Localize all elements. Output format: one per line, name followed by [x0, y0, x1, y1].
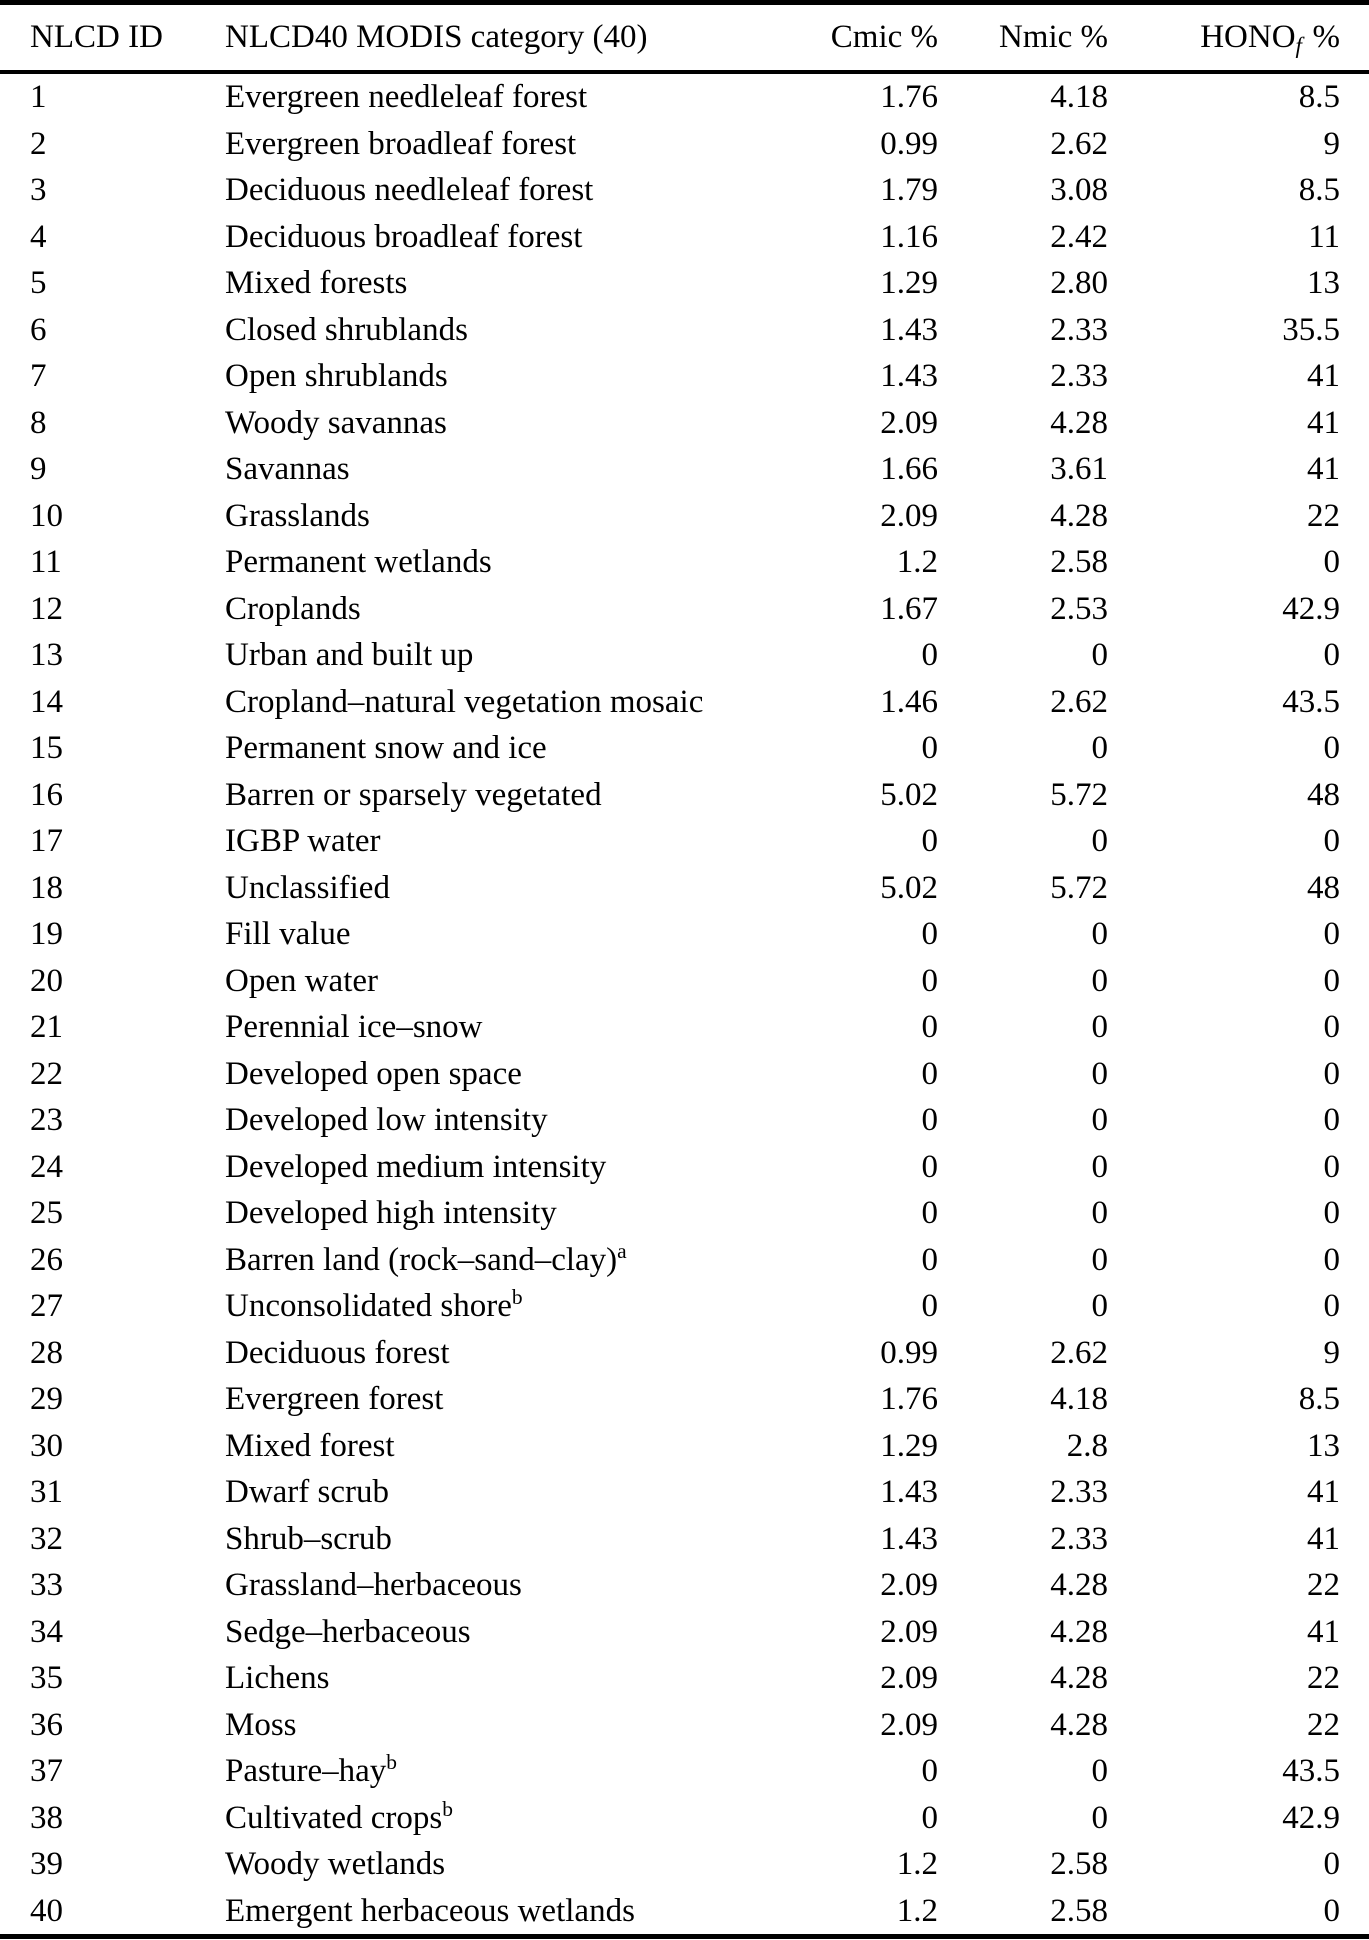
col-header-honof	[1108, 3, 1369, 73]
cell-category: Permanent snow and ice	[225, 730, 547, 767]
cell-nlcd-id: 39	[30, 1846, 63, 1883]
cell-nlcd-id: 12	[30, 590, 63, 627]
table-row	[0, 632, 1369, 679]
cell-nmic: 2.62	[1050, 1334, 1108, 1371]
cell-honof: 9	[1323, 125, 1340, 162]
col-header-cmic: Cmic %	[765, 3, 938, 73]
cell-honof: 43.5	[1282, 1753, 1340, 1790]
cell-nmic: 4.28	[1050, 497, 1108, 534]
cell-nlcd-id: 6	[30, 311, 47, 348]
cell-nmic: 0	[1091, 1753, 1108, 1790]
cell-cmic: 1.43	[880, 311, 938, 348]
cell-nmic: 2.62	[1050, 683, 1108, 720]
cell-honof: 13	[1307, 1427, 1340, 1464]
cell-nlcd-id: 30	[30, 1427, 63, 1464]
cell-cmic: 0	[921, 823, 938, 860]
cell-nmic: 0	[1091, 730, 1108, 767]
cell-nlcd-id: 32	[30, 1520, 63, 1557]
cell-honof: 0	[1323, 823, 1340, 860]
cell-cmic: 1.43	[880, 358, 938, 395]
cell-nlcd-id: 16	[30, 776, 63, 813]
cell-nlcd-id: 35	[30, 1660, 63, 1697]
honof-subscript-f: f	[1295, 32, 1302, 59]
col-header-nmic: Nmic %	[938, 3, 1108, 73]
cell-nmic: 2.62	[1050, 125, 1108, 162]
cell-nlcd-id: 2	[30, 125, 47, 162]
footnote-marker: b	[511, 1285, 523, 1310]
table-row	[0, 493, 1369, 540]
cell-honof: 41	[1307, 1474, 1340, 1511]
cell-nlcd-id: 8	[30, 404, 47, 441]
cell-honof: 13	[1307, 265, 1340, 302]
cell-category: Lichens	[225, 1660, 330, 1697]
cell-nmic: 4.28	[1050, 1706, 1108, 1743]
table-body	[0, 72, 1369, 1937]
cell-honof: 22	[1307, 1660, 1340, 1697]
cell-category: Deciduous broadleaf forest	[225, 218, 583, 255]
cell-nmic: 4.18	[1050, 79, 1108, 116]
table-row	[0, 260, 1369, 307]
cell-honof: 0	[1323, 1288, 1340, 1325]
cell-category: Evergreen forest	[225, 1381, 444, 1418]
cell-cmic: 1.46	[880, 683, 938, 720]
cell-cmic: 0	[921, 916, 938, 953]
cell-nmic: 0	[1091, 1148, 1108, 1185]
table-row	[0, 1748, 1369, 1795]
cell-cmic: 1.66	[880, 451, 938, 488]
cell-category: Unconsolidated shore$^b$	[225, 1285, 523, 1325]
cell-cmic: 0	[921, 1148, 938, 1185]
cell-nlcd-id: 37	[30, 1753, 63, 1790]
table-row	[0, 1097, 1369, 1144]
cell-nlcd-id: 13	[30, 637, 63, 674]
cell-honof: 48	[1307, 776, 1340, 813]
cell-cmic: 0.99	[880, 1334, 938, 1371]
table-row	[0, 1795, 1369, 1842]
cell-honof: 0	[1323, 1195, 1340, 1232]
cell-cmic: 0	[921, 1799, 938, 1836]
cell-cmic: 1.76	[880, 1381, 938, 1418]
cell-cmic: 0	[921, 730, 938, 767]
cell-cmic: 0	[921, 1241, 938, 1278]
cell-nmic: 3.08	[1050, 172, 1108, 209]
cell-honof: 0	[1323, 730, 1340, 767]
cell-nmic: 2.80	[1050, 265, 1108, 302]
cell-category: Barren land (rock–sand–clay)$^a$	[225, 1238, 627, 1278]
cell-category: Grassland–herbaceous	[225, 1567, 522, 1604]
table-row	[0, 121, 1369, 168]
table-row	[0, 1190, 1369, 1237]
cell-nlcd-id: 4	[30, 218, 47, 255]
table-row	[0, 679, 1369, 726]
cell-nlcd-id: 5	[30, 265, 47, 302]
cell-category: Unclassified	[225, 869, 390, 906]
table-row	[0, 725, 1369, 772]
cell-nlcd-id: 33	[30, 1567, 63, 1604]
table-row	[0, 353, 1369, 400]
cell-category: Evergreen needleleaf forest	[225, 79, 588, 116]
cell-cmic: 2.09	[880, 1567, 938, 1604]
table-row	[0, 72, 1369, 121]
cell-nlcd-id: 19	[30, 916, 63, 953]
cell-nmic: 3.61	[1050, 451, 1108, 488]
cell-category: Mixed forests	[225, 265, 408, 302]
cell-cmic: 0	[921, 962, 938, 999]
cell-cmic: 2.09	[880, 1613, 938, 1650]
cell-cmic: 1.29	[880, 265, 938, 302]
cell-category: Moss	[225, 1706, 297, 1743]
cell-honof: 0	[1323, 916, 1340, 953]
col-header-category: NLCD40 MODIS category (40)	[225, 3, 765, 73]
cell-nmic: 4.28	[1050, 1660, 1108, 1697]
cell-nlcd-id: 18	[30, 869, 63, 906]
cell-honof: 0	[1323, 1892, 1340, 1929]
cell-category: IGBP water	[225, 823, 381, 860]
cell-nmic: 0	[1091, 962, 1108, 999]
table-row	[0, 818, 1369, 865]
cell-nlcd-id: 25	[30, 1195, 63, 1232]
cell-cmic: 1.16	[880, 218, 938, 255]
cell-honof: 11	[1308, 218, 1340, 255]
cell-category: Developed high intensity	[225, 1195, 557, 1232]
cell-nlcd-id: 24	[30, 1148, 63, 1185]
cell-nlcd-id: 9	[30, 451, 47, 488]
cell-category: Woody wetlands	[225, 1846, 446, 1883]
cell-cmic: 1.2	[896, 1846, 938, 1883]
cell-honof: 9	[1323, 1334, 1340, 1371]
cell-category: Perennial ice–snow	[225, 1009, 483, 1046]
cell-category: Cultivated crops$^b$	[225, 1796, 453, 1836]
cell-honof: 22	[1307, 1706, 1340, 1743]
cell-category: Sedge–herbaceous	[225, 1613, 471, 1650]
cell-cmic: 0	[921, 1195, 938, 1232]
table-row	[0, 1516, 1369, 1563]
cell-nmic: 2.33	[1050, 1520, 1108, 1557]
cell-honof: 0	[1323, 637, 1340, 674]
cell-nlcd-id: 22	[30, 1055, 63, 1092]
cell-category: Grasslands	[225, 497, 370, 534]
cell-cmic: 1.43	[880, 1520, 938, 1557]
cell-nlcd-id: 36	[30, 1706, 63, 1743]
table-row	[0, 1562, 1369, 1609]
footnote-marker: b	[386, 1750, 398, 1775]
cell-nmic: 0	[1091, 637, 1108, 674]
table-row	[0, 1004, 1369, 1051]
cell-cmic: 1.79	[880, 172, 938, 209]
table-row	[0, 1376, 1369, 1423]
cell-cmic: 5.02	[880, 776, 938, 813]
cell-category: Shrub–scrub	[225, 1520, 392, 1557]
cell-honof: 8.5	[1298, 79, 1340, 116]
table-row	[0, 400, 1369, 447]
cell-nmic: 0	[1091, 1009, 1108, 1046]
cell-category: Developed medium intensity	[225, 1148, 607, 1185]
cell-nmic: 4.28	[1050, 1613, 1108, 1650]
cell-category: Woody savannas	[225, 404, 447, 441]
cell-nmic: 2.33	[1050, 358, 1108, 395]
cell-cmic: 0	[921, 1753, 938, 1790]
cell-category: Open water	[225, 962, 379, 999]
cell-cmic: 0	[921, 1055, 938, 1092]
col-header-nlcd-id: NLCD ID	[0, 3, 225, 73]
cell-nmic: 0	[1091, 1102, 1108, 1139]
table-row	[0, 1423, 1369, 1470]
cell-nlcd-id: 1	[30, 79, 47, 116]
table-row	[0, 865, 1369, 912]
cell-honof: 0	[1323, 1102, 1340, 1139]
cell-category: Fill value	[225, 916, 351, 953]
cell-nmic: 2.53	[1050, 590, 1108, 627]
cell-cmic: 0	[921, 1288, 938, 1325]
cell-honof: 0	[1323, 1055, 1340, 1092]
cell-honof: 0	[1323, 1846, 1340, 1883]
cell-nmic: 0	[1091, 1195, 1108, 1232]
table-row	[0, 446, 1369, 493]
cell-nlcd-id: 7	[30, 358, 47, 395]
cell-nlcd-id: 14	[30, 683, 63, 720]
table-row	[0, 911, 1369, 958]
cell-category: Developed open space	[225, 1055, 522, 1092]
cell-nlcd-id: 23	[30, 1102, 63, 1139]
cell-honof: 8.5	[1298, 172, 1340, 209]
cell-category: Dwarf scrub	[225, 1474, 390, 1511]
table-row	[0, 1144, 1369, 1191]
cell-nmic: 4.28	[1050, 1567, 1108, 1604]
cell-nlcd-id: 31	[30, 1474, 63, 1511]
cell-honof: 8.5	[1298, 1381, 1340, 1418]
cell-cmic: 0	[921, 1102, 938, 1139]
cell-category: Mixed forest	[225, 1427, 395, 1464]
honof-percent-sign: %	[1312, 19, 1340, 56]
cell-honof: 0	[1323, 1148, 1340, 1185]
cell-nlcd-id: 40	[30, 1892, 63, 1929]
cell-category: Permanent wetlands	[225, 544, 492, 581]
cell-honof: 0	[1323, 1009, 1340, 1046]
table-row	[0, 167, 1369, 214]
table-row	[0, 539, 1369, 586]
cell-category: Evergreen broadleaf forest	[225, 125, 577, 162]
cell-nlcd-id: 34	[30, 1613, 63, 1650]
cell-category: Emergent herbaceous wetlands	[225, 1892, 635, 1929]
cell-category: Pasture–hay$^b$	[225, 1750, 398, 1790]
cell-nmic: 4.18	[1050, 1381, 1108, 1418]
cell-honof: 22	[1307, 1567, 1340, 1604]
cell-nlcd-id: 29	[30, 1381, 63, 1418]
cell-nmic: 0	[1091, 823, 1108, 860]
table-row	[0, 1283, 1369, 1330]
cell-category: Savannas	[225, 451, 350, 488]
cell-cmic: 2.09	[880, 1660, 938, 1697]
cell-cmic: 0	[921, 637, 938, 674]
table-row	[0, 772, 1369, 819]
cell-honof: 41	[1307, 358, 1340, 395]
cell-honof: 42.9	[1282, 1799, 1340, 1836]
cell-nmic: 0	[1091, 1799, 1108, 1836]
cell-category: Barren or sparsely vegetated	[225, 776, 602, 813]
cell-nmic: 2.58	[1050, 544, 1108, 581]
cell-honof: 22	[1307, 497, 1340, 534]
cell-honof: 35.5	[1282, 311, 1340, 348]
table-row	[0, 1841, 1369, 1888]
cell-nmic: 4.28	[1050, 404, 1108, 441]
cell-nlcd-id: 26	[30, 1241, 63, 1278]
cell-honof: 0	[1323, 544, 1340, 581]
cell-nlcd-id: 21	[30, 1009, 63, 1046]
cell-cmic: 1.67	[880, 590, 938, 627]
table-row	[0, 214, 1369, 261]
header-row	[0, 3, 1369, 73]
cell-nmic: 2.33	[1050, 311, 1108, 348]
cell-nmic: 2.33	[1050, 1474, 1108, 1511]
cell-nlcd-id: 38	[30, 1799, 63, 1836]
cell-cmic: 2.09	[880, 404, 938, 441]
table-row	[0, 1609, 1369, 1656]
cell-honof: 42.9	[1282, 590, 1340, 627]
cell-cmic: 1.76	[880, 79, 938, 116]
cell-honof: 41	[1307, 451, 1340, 488]
cell-nmic: 0	[1091, 1241, 1108, 1278]
table-header	[0, 3, 1369, 73]
cell-honof: 43.5	[1282, 683, 1340, 720]
cell-honof: 48	[1307, 869, 1340, 906]
table-row	[0, 1051, 1369, 1098]
cell-category: Urban and built up	[225, 637, 474, 674]
table-row	[0, 1330, 1369, 1377]
cell-cmic: 0	[921, 1009, 938, 1046]
cell-nlcd-id: 11	[30, 544, 62, 581]
cell-cmic: 0.99	[880, 125, 938, 162]
table-row	[0, 1469, 1369, 1516]
cell-nmic: 5.72	[1050, 776, 1108, 813]
table-row	[0, 586, 1369, 633]
cell-category: Croplands	[225, 590, 361, 627]
cell-honof: 0	[1323, 962, 1340, 999]
cell-nlcd-id: 27	[30, 1288, 63, 1325]
cell-cmic: 2.09	[880, 497, 938, 534]
cell-category: Cropland–natural vegetation mosaic	[225, 683, 704, 720]
cell-cmic: 2.09	[880, 1706, 938, 1743]
cell-nlcd-id: 3	[30, 172, 47, 209]
cell-category: Developed low intensity	[225, 1102, 548, 1139]
footnote-marker: a	[617, 1238, 627, 1263]
cell-nlcd-id: 10	[30, 497, 63, 534]
cell-nmic: 2.58	[1050, 1892, 1108, 1929]
cell-nlcd-id: 15	[30, 730, 63, 767]
cell-honof: 41	[1307, 1613, 1340, 1650]
cell-cmic: 1.29	[880, 1427, 938, 1464]
cell-cmic: 1.43	[880, 1474, 938, 1511]
table-row	[0, 958, 1369, 1005]
cell-nmic: 0	[1091, 916, 1108, 953]
cell-cmic: 1.2	[896, 544, 938, 581]
table-row	[0, 1888, 1369, 1937]
cell-nmic: 0	[1091, 1055, 1108, 1092]
cell-category: Deciduous needleleaf forest	[225, 172, 594, 209]
cell-cmic: 5.02	[880, 869, 938, 906]
cell-category: Deciduous forest	[225, 1334, 450, 1371]
cell-nmic: 5.72	[1050, 869, 1108, 906]
cell-nmic: 2.8	[1066, 1427, 1108, 1464]
cell-nlcd-id: 28	[30, 1334, 63, 1371]
cell-nmic: 2.58	[1050, 1846, 1108, 1883]
table-row	[0, 307, 1369, 354]
cell-category: Closed shrublands	[225, 311, 468, 348]
cell-nmic: 2.42	[1050, 218, 1108, 255]
cell-honof: 41	[1307, 404, 1340, 441]
table-row	[0, 1237, 1369, 1284]
footnote-marker: b	[442, 1796, 453, 1821]
cell-honof: 0	[1323, 1241, 1340, 1278]
cell-category: Open shrublands	[225, 358, 448, 395]
cell-nlcd-id: 20	[30, 962, 63, 999]
cell-nlcd-id: 17	[30, 823, 63, 860]
table-row	[0, 1702, 1369, 1749]
cell-cmic: 1.2	[896, 1892, 938, 1929]
cell-nmic: 0	[1091, 1288, 1108, 1325]
cell-honof: 41	[1307, 1520, 1340, 1557]
honof-label-base: HONO	[1200, 19, 1296, 56]
table-row	[0, 1655, 1369, 1702]
